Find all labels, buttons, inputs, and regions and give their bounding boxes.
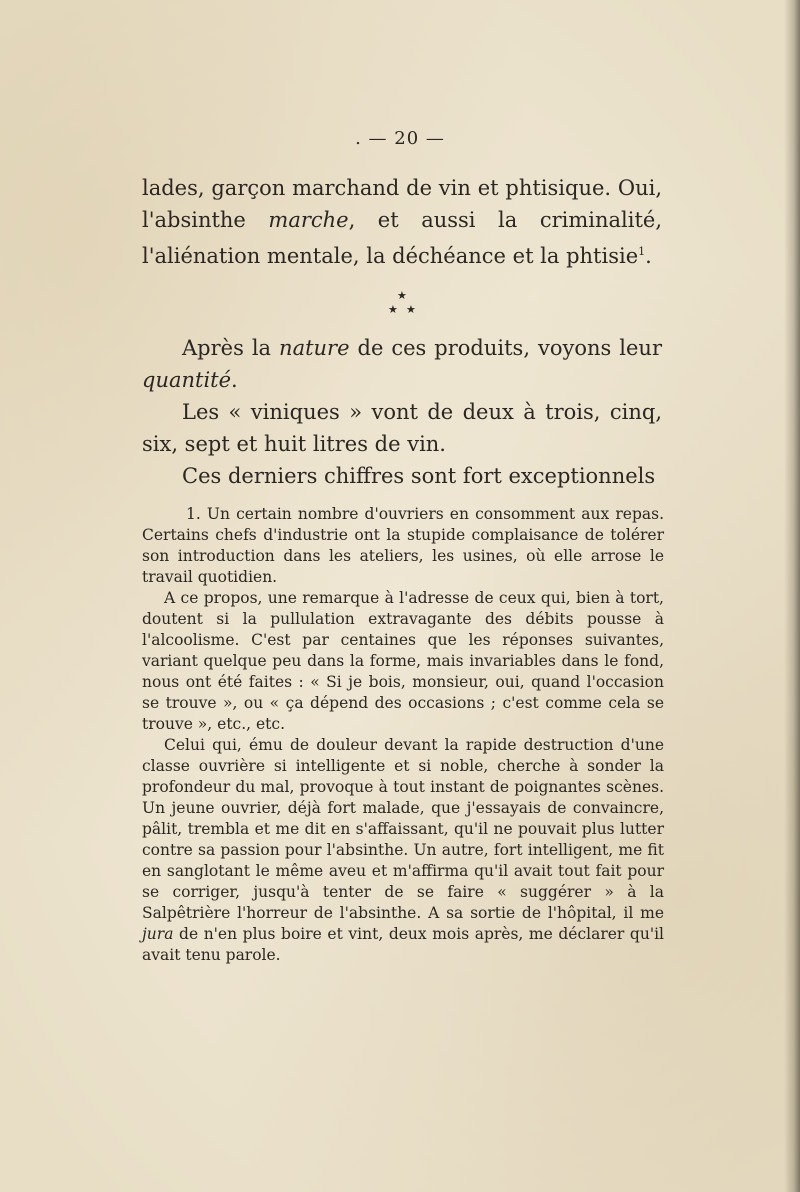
paragraph-3: Les « viniques » vont de deux à trois, cinq, six, sept et huit litres de vin. (142, 400, 662, 456)
paragraph-1 (142, 172, 662, 272)
paragraph-2-text-b: de ces produits, voyons leur (349, 336, 662, 360)
footnote-1 (142, 504, 664, 588)
paragraph-1-text-b: , et aussi la criminalité, l'aliénation mentale, la déchéance et la phtisie (142, 208, 662, 268)
page-number: . — 20 — (355, 128, 445, 149)
asterism (142, 284, 662, 324)
paragraph-2-end: . (231, 368, 238, 392)
footnotes (142, 504, 664, 966)
paragraph-4: Ces derniers chiffres sont fort exceptionnels (182, 464, 656, 488)
footnote-paragraph-2: A ce propos, une remarque à l'adresse de ceux qui, bien à tort, doutent si la pullulation extravagante des débits pousse à l'alcoolisme. C'est par centaines que les réponses suivantes, variant quelque peu dans la forme, mais invariables dans le fond, nous ont été faites : « Si je bois, monsieur, oui, quand l'occasion se trouve », ou « ça dépend des occasions ; c'est comme cela se trouve », etc., etc. (142, 589, 664, 733)
footnote-1-number: 1. (186, 505, 201, 523)
paragraph-2 (142, 332, 662, 396)
asterism-star-right: ★ (406, 303, 416, 316)
footnote-paragraph-3-text-a: Celui qui, ému de douleur devant la rapide destruction d'une classe ouvrière si intelligente et si noble, cherche à sonder la profondeur du mal, provoque à tout instant de poignantes scènes. Un jeune ouvrier, déjà fort malade, que j'essayais de convaincre, pâlit, trembla et me dit en s'affaissant, qu'il ne pouvait plus lutter contre sa passion pour l'absinthe. Un autre, fort intelligent, me fit en sanglotant le même aveu et m'affirma qu'il avait tout fait pour se corriger, jusqu'à tenter de se faire « suggérer » à la Salpêtrière l'horreur de l'absinthe. A sa sortie de l'hôpital, il me (142, 736, 664, 922)
paragraph-1-end: . (645, 244, 652, 268)
asterism-star-top: ★ (397, 289, 407, 302)
paragraph-2-italic-nature: nature (279, 336, 350, 360)
paragraph-1-text-a: lades, garçon marchand de vin et phtisique. Oui, l'absinthe (142, 176, 662, 232)
footnote-1-text: Un certain nombre d'ouvriers en consomment aux repas. Certains chefs d'industrie ont la stupide complaisance de tolérer son introduction dans les ateliers, les usines, où elle arrose le travail quotidien. (142, 505, 664, 586)
footnote-paragraph-3-italic-jura: jura (142, 925, 174, 943)
footnote-paragraph-3-text-b: de n'en plus boire et vint, deux mois après, me déclarer qu'il avait tenu parole. (142, 925, 664, 964)
footnote-reference: 1 (638, 245, 646, 258)
paragraph-2-italic-quantite: quantité (142, 368, 232, 392)
main-text (142, 172, 662, 492)
paragraph-1-italic-word: marche (268, 208, 349, 232)
asterism-star-left: ★ (388, 303, 398, 316)
footnote-paragraph-3 (142, 735, 664, 966)
page-edge-shadow (784, 0, 800, 1192)
paragraph-2-text-a: Après la (182, 336, 280, 360)
